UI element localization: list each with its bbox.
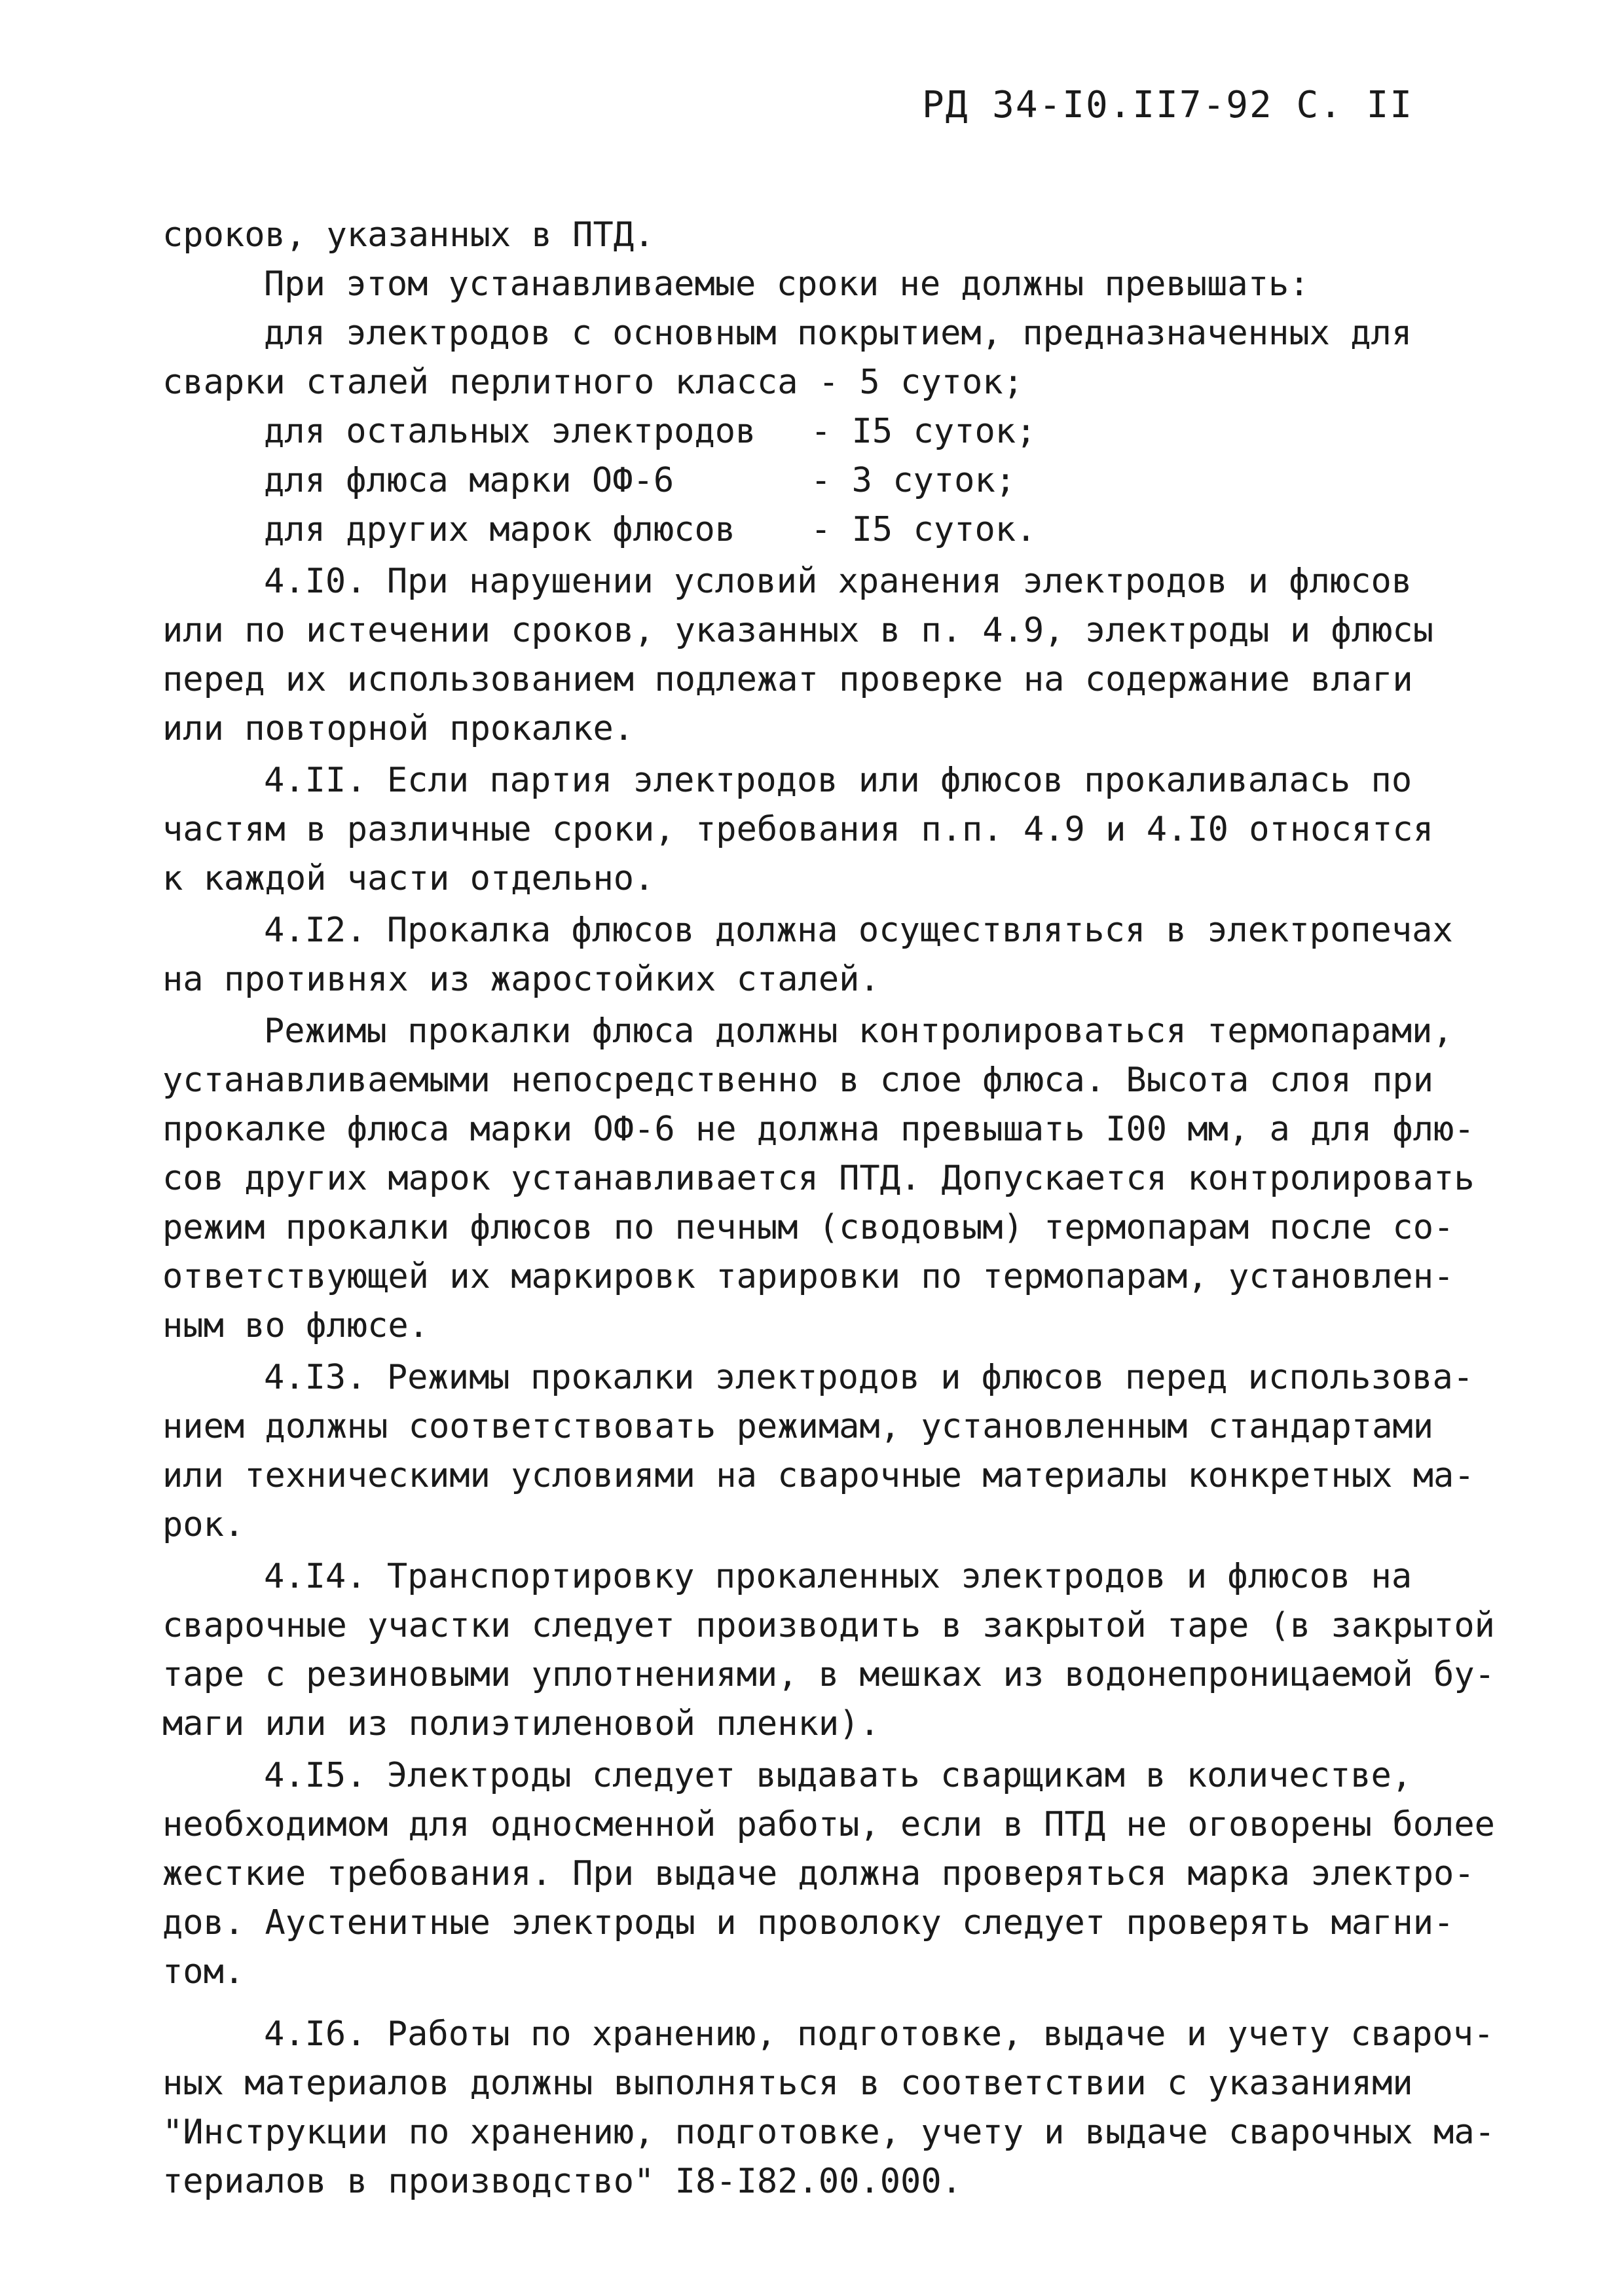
- text-line: или техническими условиями на сварочные материалы конкретных ма-: [162, 1456, 1475, 1495]
- text-line: ных материалов должны выполняться в соответствии с указаниями: [162, 2064, 1413, 2103]
- list-item: [162, 407, 1498, 456]
- text-line: При этом устанавливаемые сроки не должны превышать:: [264, 264, 1310, 304]
- storage-terms-list: [162, 407, 1498, 555]
- document-body: [162, 211, 1498, 2206]
- list-item-label: для остальных электродов: [264, 412, 756, 451]
- text-line: сварочные участки следует производить в закрытой таре (в закрытой: [162, 1606, 1495, 1645]
- text-line: к каждой части отдельно.: [162, 859, 655, 898]
- text-line: 4.I2. Прокалка флюсов должна осуществляться в электропечах: [264, 911, 1453, 950]
- text-line: или повторной прокалке.: [162, 709, 635, 748]
- text-line: частям в различные сроки, требования п.п. 4.9 и 4.I0 относятся: [162, 810, 1434, 849]
- list-item-value: - 3 суток;: [811, 461, 1016, 500]
- text-line: прокалке флюса марки ОФ-6 не должна превышать I00 мм, а для флю-: [162, 1110, 1475, 1149]
- text-line: "Инструкции по хранению, подготовке, учету и выдаче сварочных ма-: [162, 2113, 1495, 2152]
- text-line: устанавливаемыми непосредственно в слое флюса. Высота слоя при: [162, 1061, 1434, 1100]
- paragraph-4-11: [162, 756, 1498, 903]
- text-line: Режимы прокалки флюса должны контролироваться термопарами,: [264, 1011, 1453, 1051]
- text-line: 4.I3. Режимы прокалки электродов и флюсов перед использова-: [264, 1358, 1474, 1397]
- text-line: 4.I0. При нарушении условий хранения электродов и флюсов: [264, 562, 1412, 601]
- page-number: С. II: [1296, 84, 1414, 126]
- list-item: [162, 456, 1498, 505]
- list-item-label: для других марок флюсов: [264, 510, 736, 549]
- text-line: на противнях из жаростойких сталей.: [162, 960, 880, 999]
- document-code: РД 34-I0.II7-92: [922, 84, 1273, 126]
- text-line: 4.I6. Работы по хранению, подготовке, выдаче и учету свароч-: [264, 2014, 1494, 2054]
- paragraph-4-14: [162, 1552, 1498, 1749]
- text-line: ным во флюсе.: [162, 1306, 429, 1345]
- text-line: жесткие требования. При выдаче должна проверяться марка электро-: [162, 1854, 1475, 1893]
- paragraph-4-13: [162, 1353, 1498, 1550]
- text-line: сов других марок устанавливается ПТД. Допускается контролировать: [162, 1159, 1475, 1198]
- paragraph-4-15: [162, 1751, 1498, 1997]
- text-line: или по истечении сроков, указанных в п. 4.9, электроды и флюсы: [162, 611, 1434, 650]
- text-line: том.: [162, 1952, 245, 1992]
- text-line: ответствующей их маркировк тарировки по термопарам, установлен-: [162, 1257, 1454, 1296]
- text-line: 4.I5. Электроды следует выдавать сварщикам в количестве,: [264, 1756, 1412, 1795]
- list-item-value: - I5 суток.: [811, 510, 1037, 549]
- text-line: маги или из полиэтиленовой пленки).: [162, 1704, 880, 1743]
- page-header: [922, 84, 1413, 126]
- text-line: дов. Аустенитные электроды и проволоку следует проверять магни-: [162, 1903, 1454, 1942]
- text-line: териалов в производство" I8-I82.00.000.: [162, 2162, 962, 2201]
- text-line: перед их использованием подлежат проверке на содержание влаги: [162, 660, 1413, 699]
- paragraph-4-10: [162, 557, 1498, 754]
- paragraph-4-16: [162, 2010, 1498, 2206]
- text-line: таре с резиновыми уплотнениями, в мешках из водонепроницаемой бу-: [162, 1655, 1495, 1694]
- text-line: необходимом для односменной работы, если в ПТД не оговорены более: [162, 1805, 1495, 1844]
- paragraph-4-12-modes: [162, 1007, 1498, 1351]
- text-line: сварки сталей перлитного класса - 5 суток;: [162, 363, 1024, 402]
- text-line: режим прокалки флюсов по печным (сводовым) термопарам после со-: [162, 1208, 1454, 1247]
- paragraph-4-12: [162, 906, 1498, 1004]
- text-line: 4.II. Если партия электродов или флюсов прокаливалась по: [264, 761, 1412, 800]
- text-line: для электродов с основным покрытием, предназначенных для: [264, 314, 1412, 353]
- text-line: 4.I4. Транспортировку прокаленных электродов и флюсов на: [264, 1557, 1412, 1596]
- text-line: нием должны соответствовать режимам, установленным стандартами: [162, 1407, 1434, 1446]
- list-item-label: для флюса марки ОФ-6: [264, 461, 674, 500]
- list-item-value: - I5 суток;: [811, 412, 1037, 451]
- paragraph-continuation: [162, 211, 1498, 260]
- text-line: рок.: [162, 1505, 245, 1544]
- text-line: сроков, указанных в ПТД.: [162, 215, 655, 255]
- list-item: [162, 505, 1498, 555]
- paragraph-storage-terms: [162, 260, 1498, 407]
